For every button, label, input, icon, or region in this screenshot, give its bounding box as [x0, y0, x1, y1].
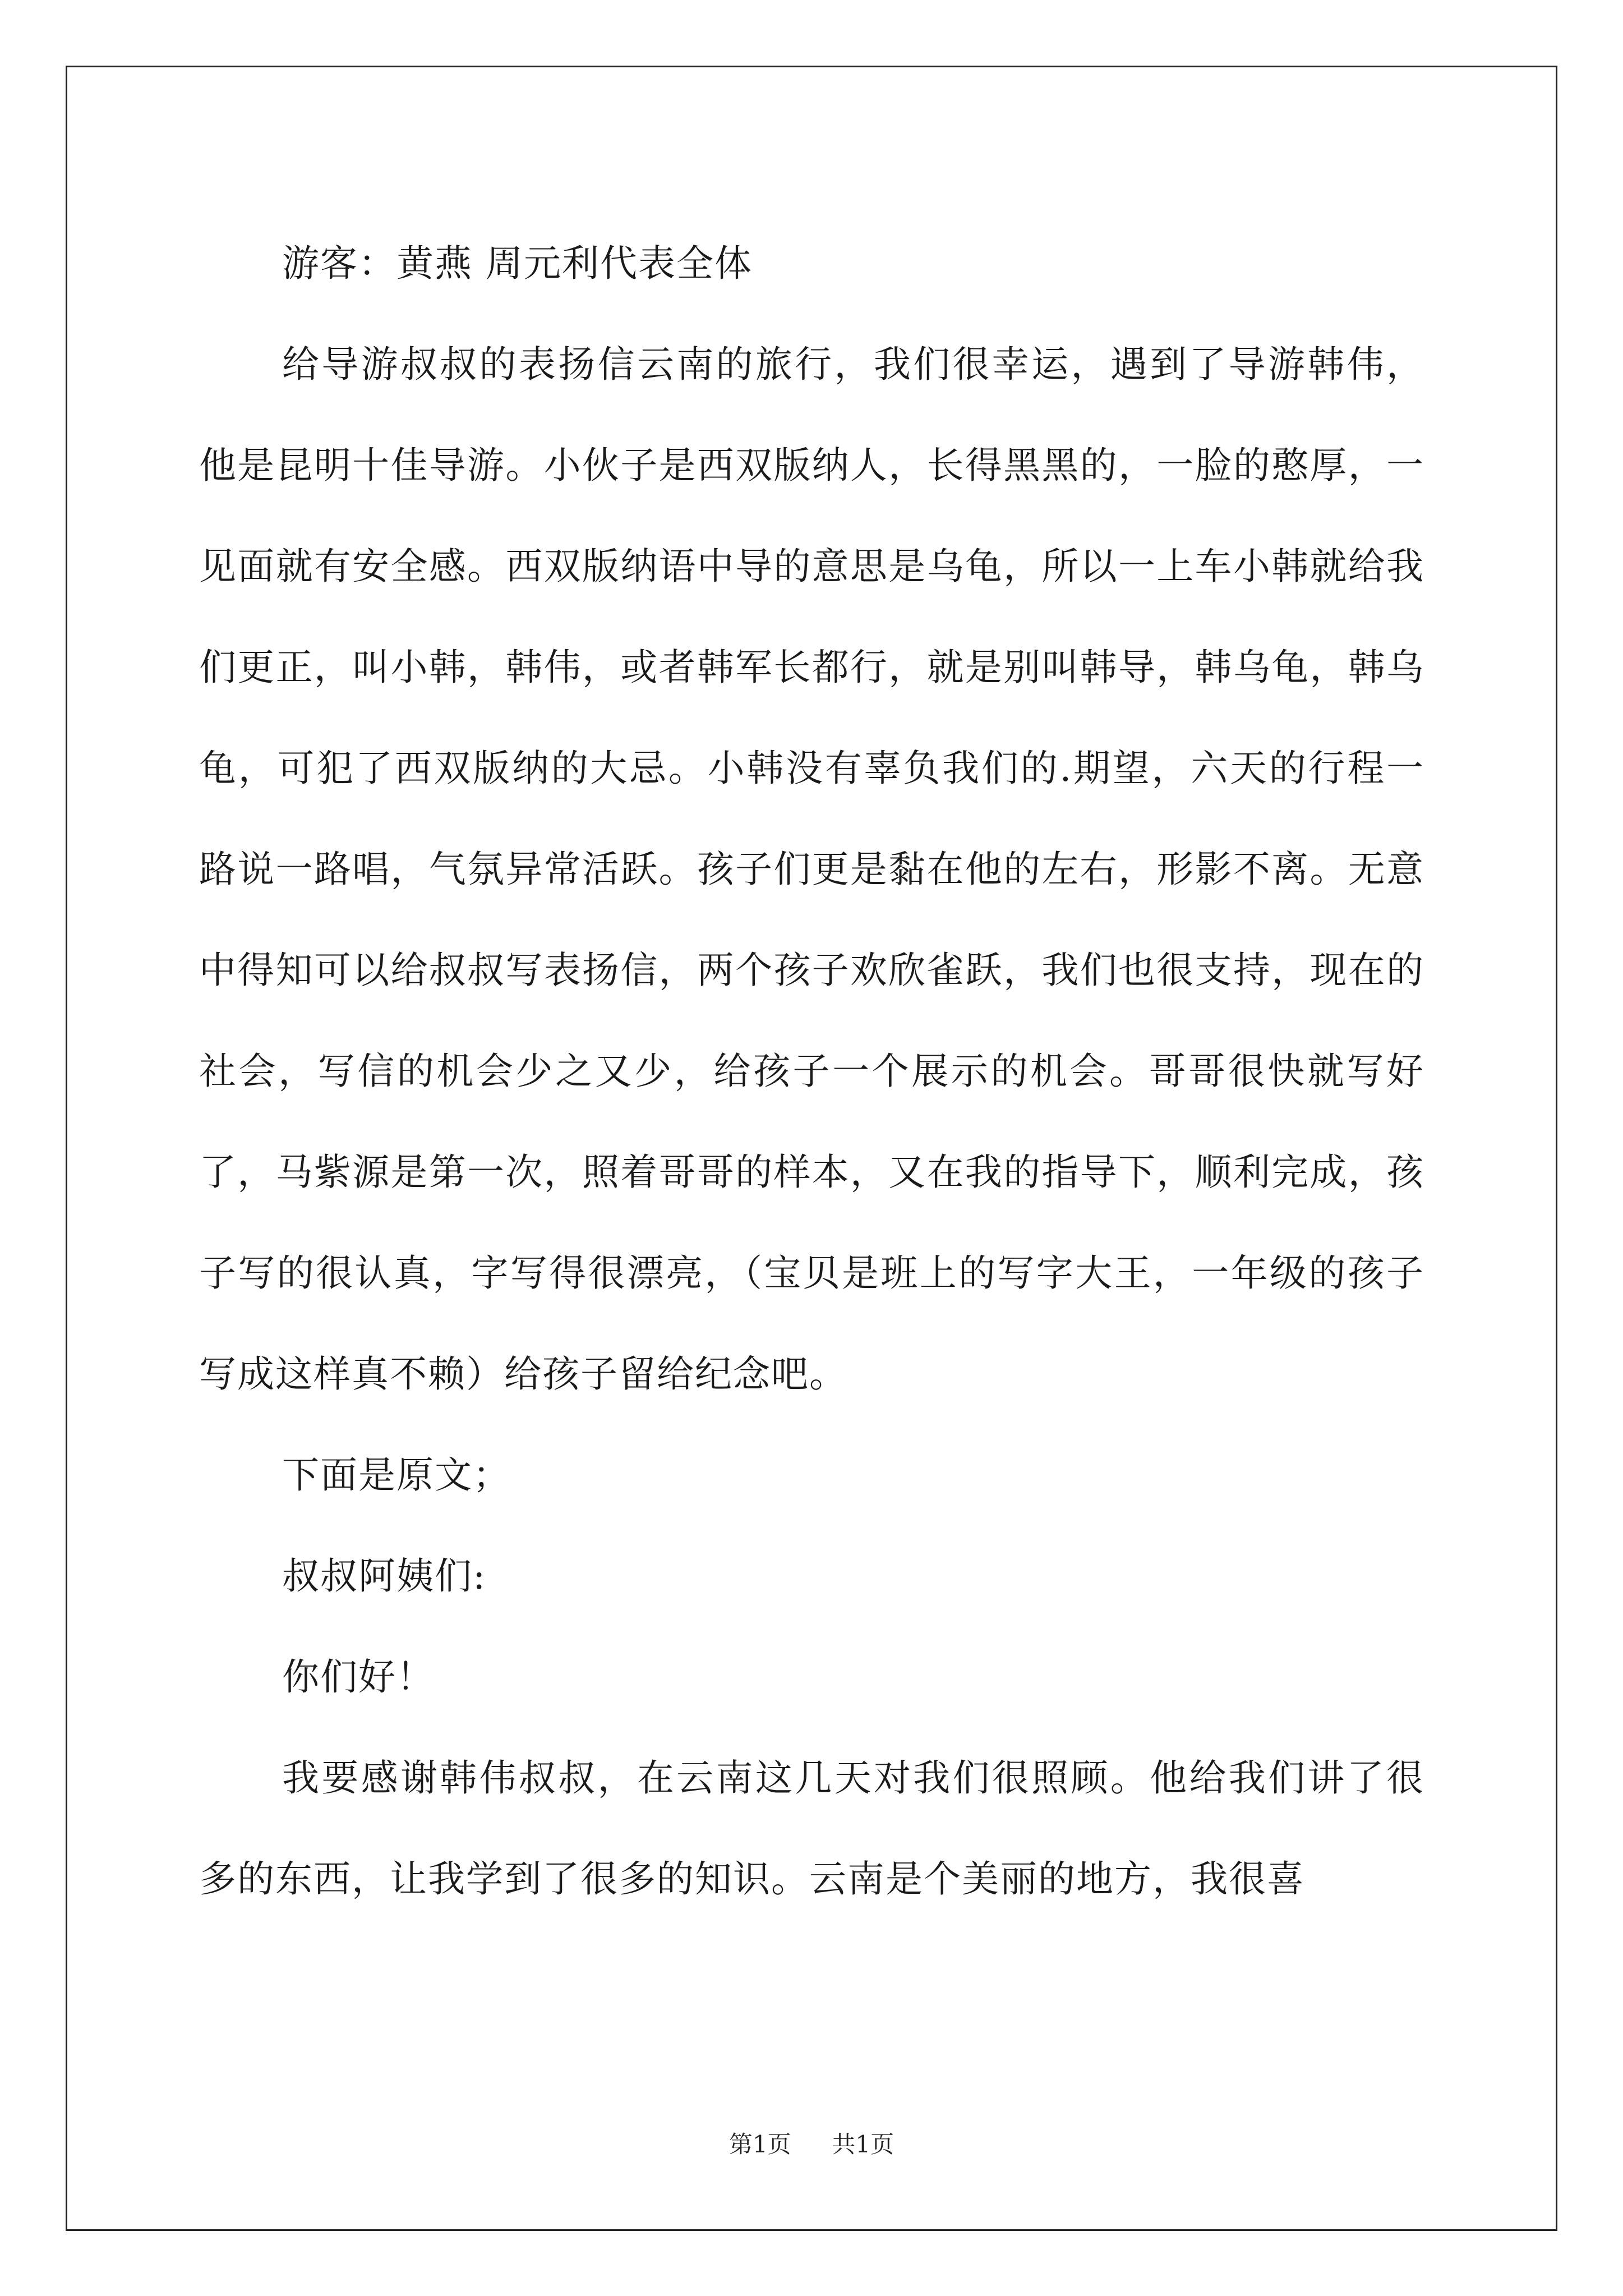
- letter-intro-paragraph: 给导游叔叔的表扬信云南的旅行，我们很幸运，遇到了导游韩伟，他是昆明十佳导游。小伙子是西双版纳人，长得黑黑的，一脸的憨厚，一见面就有安全感。西双版纳语中导的意思是乌龟，所以一上车小韩就给我们更正，叫小韩，韩伟，或者韩军长都行，就是别叫韩导，韩乌龟，韩乌龟，可犯了西双版纳的大忌。小韩没有辜负我们的.期望，六天的行程一路说一路唱，气氛异常活跃。孩子们更是黏在他的左右，形影不离。无意中得知可以给叔叔写表扬信，两个孩子欢欣雀跃，我们也很支持，现在的社会，写信的机会少之又少，给孩子一个展示的机会。哥哥很快就写好了，马紫源是第一次，照着哥哥的样本，又在我的指导下，顺利完成，孩子写的很认真，字写得很漂亮，（宝贝是班上的写字大王，一年级的孩子写成这样真不赖）给孩子留给纪念吧。: [199, 343, 1424, 1396]
- document-body: [199, 213, 1424, 1930]
- page-footer: [0, 2126, 1623, 2160]
- original-text-label: 下面是原文；: [282, 1453, 511, 1497]
- salutation: 叔叔阿姨们:: [282, 1554, 487, 1598]
- letter-body-paragraph: 我要感谢韩伟叔叔，在云南这几天对我们很照顾。他给我们讲了很多的东西，让我学到了很多的知识。云南是个美丽的地方，我很喜: [199, 1756, 1424, 1901]
- greeting: 你们好！: [282, 1655, 435, 1699]
- page-total: 共1页: [832, 2131, 895, 2158]
- page-number: 第1页: [728, 2131, 791, 2158]
- signature-line: 游客：黄燕 周元利代表全体: [282, 242, 753, 285]
